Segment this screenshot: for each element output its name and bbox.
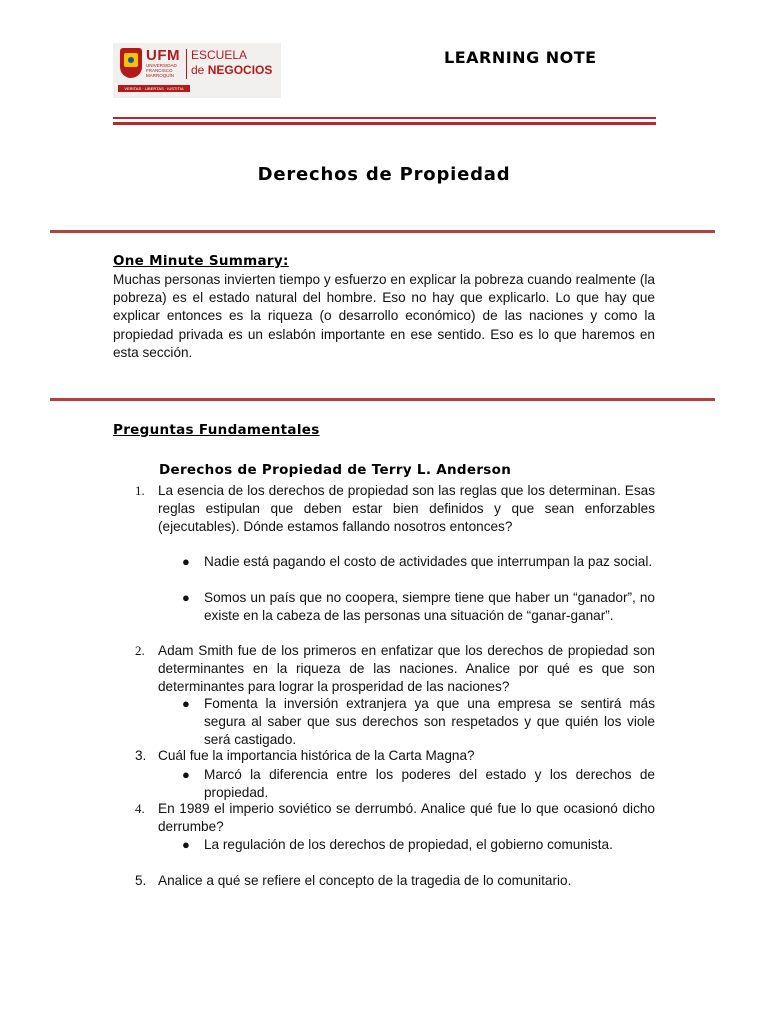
logo-school-prefix: de bbox=[191, 63, 205, 77]
section-divider-1 bbox=[50, 230, 715, 233]
question-text: En 1989 el imperio soviético se derrumbó. Analice qué fue lo que ocasionó dicho derrumbe? bbox=[158, 801, 655, 835]
summary-text: Muchas personas invierten tiempo y esfuerzo en explicar la pobreza cuando realmente (la pobreza) es el estado natural del hombre. Eso no hay que explicarlo. Lo que hay que explicar entonces es la riqueza (o desarrollo económico) de las naciones y como la propiedad privada es un eslabón importante en ese sentido. Eso es lo que haremos en esta sección. bbox=[113, 272, 655, 360]
logo-school-bold: NEGOCIOS bbox=[207, 63, 273, 77]
bullet-text: La regulación de los derechos de propiedad, el gobierno comunista. bbox=[204, 837, 613, 852]
question-number: 5. bbox=[135, 873, 147, 888]
header-rule-thick bbox=[113, 122, 656, 125]
logo-brand: UFM bbox=[146, 47, 180, 64]
logo-motto: VERITAS · LIBERTAS · IUSTITIA bbox=[118, 85, 190, 92]
header-rule-thin bbox=[113, 117, 656, 119]
bullet-text: Nadie está pagando el costo de actividades que interrumpan la paz social. bbox=[204, 554, 653, 569]
ufm-shield-icon bbox=[120, 48, 142, 78]
question-text: Analice a qué se refiere el concepto de la tragedia de lo comunitario. bbox=[158, 873, 572, 888]
ufm-logo bbox=[113, 43, 281, 98]
bullet-icon: ● bbox=[182, 696, 190, 711]
bullet-icon: ● bbox=[182, 590, 190, 605]
bullet-text: Somos un país que no coopera, siempre tiene que haber un “ganador”, no existe en la cabeza de las personas una situación de “ganar-ganar”. bbox=[204, 590, 655, 624]
question-text: Adam Smith fue de los primeros en enfatizar que los derechos de propiedad son determinantes en la riqueza de las naciones. Analice por qué es que son determinantes para lograr la prosperidad de las naciones? bbox=[158, 643, 655, 695]
question-number: 2. bbox=[135, 643, 145, 658]
page-title: Derechos de Propiedad bbox=[257, 164, 511, 185]
section-divider-2 bbox=[50, 398, 715, 401]
question-number: 4. bbox=[135, 801, 145, 816]
bullet-text: Fomenta la inversión extranjera ya que una empresa se sentirá más segura al saber que sus derechos son respetados y que quién los viole será castigado. bbox=[204, 696, 655, 748]
question-text: Cuál fue la importancia histórica de la Carta Magna? bbox=[158, 748, 475, 763]
question-number: 3. bbox=[135, 748, 147, 763]
bullet-text: Marcó la diferencia entre los poderes del estado y los derechos de propiedad. bbox=[204, 767, 655, 801]
logo-school-line2 bbox=[191, 63, 272, 77]
summary-heading: One Minute Summary: bbox=[113, 253, 289, 269]
bullet-icon: ● bbox=[182, 767, 190, 782]
logo-brand-sub: UNIVERSIDAD FRANCISCO MARROQUÍN bbox=[146, 63, 177, 78]
bullet-icon: ● bbox=[182, 837, 190, 852]
logo-school-line1: ESCUELA bbox=[191, 48, 248, 62]
question-number: 1. bbox=[135, 483, 145, 498]
question-text: La esencia de los derechos de propiedad son las reglas que los determinan. Esas reglas estipulan que deben estar bien definidos y que sean enforzables (ejecutables). Dónde estamos fallando nosotros entonces? bbox=[158, 483, 655, 535]
questions-subheading: Derechos de Propiedad de Terry L. Anderson bbox=[159, 462, 512, 478]
questions-heading: Preguntas Fundamentales bbox=[113, 422, 320, 438]
bullet-icon: ● bbox=[182, 554, 190, 569]
logo-divider bbox=[186, 49, 187, 79]
learning-note-label: LEARNING NOTE bbox=[444, 48, 597, 67]
